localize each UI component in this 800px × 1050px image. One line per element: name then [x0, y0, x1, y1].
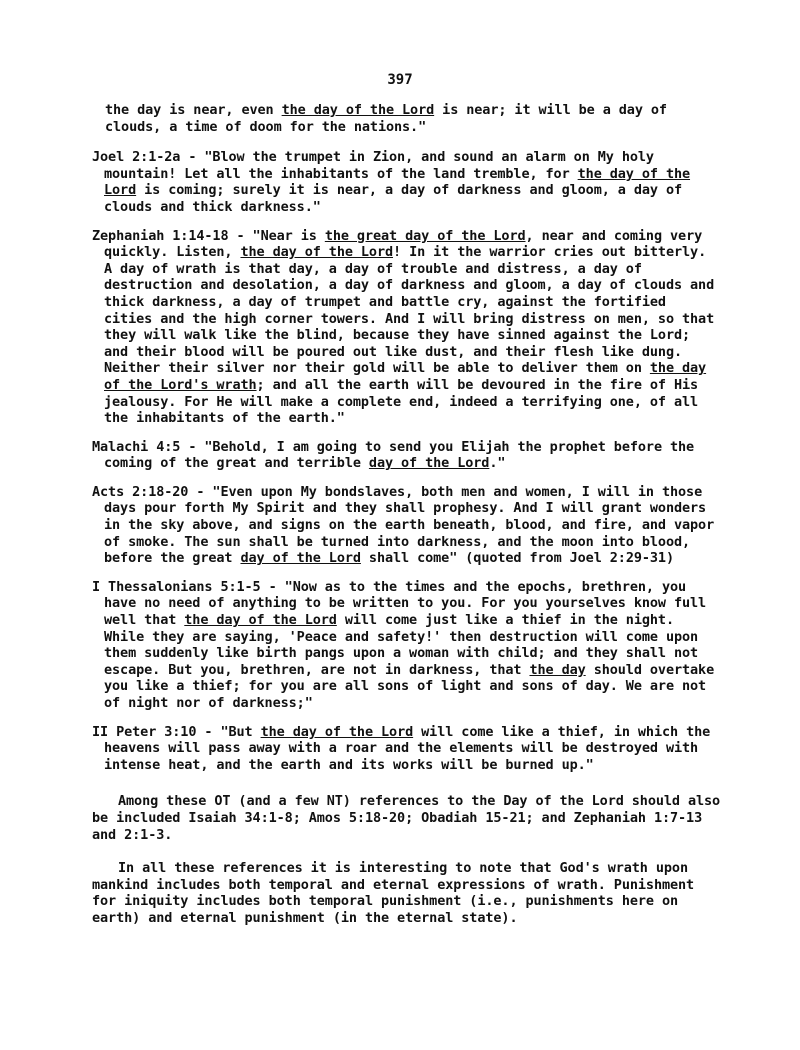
underlined-phrase: the great day of the Lord	[324, 227, 526, 244]
text-segment: is near; it will be a day of clouds, a time of doom for the nations."	[105, 102, 667, 135]
text-segment: ! In it the warrior cries out bitterly. A day of wrath is that day, a day of trouble and distress, a day of destruction and desolation, a day of darkness and gloom, a day of clouds and thick darkness, a day of trumpet and battle cry, against the fortified cities and the high corner towers. And I will bring distress on men, so that they will walk like the blind, because they have sinned against the Lord; and their blood will be poured out like dust, and their flesh like dung. Neither their silver nor their gold will be able to deliver them on	[104, 244, 715, 377]
body-paragraph	[92, 860, 722, 926]
scripture-entry	[92, 724, 722, 774]
underlined-phrase: the day of the Lord	[240, 244, 394, 261]
text-segment: is coming; surely it is near, a day of darkness and gloom, a day of clouds and thick darkness."	[104, 182, 683, 215]
scripture-entry	[92, 484, 722, 567]
text-segment: In all these references it is interesting to note that God's wrath upon mankind includes both temporal and eternal expressions of wrath. Punishment for iniquity includes both temporal punishment (i.e., punishments here on earth) and eternal punishment (in the eternal state).	[92, 860, 695, 926]
text-segment: should overtake you like a thief; for you are all sons of light and sons of day. We are not of night nor of darkness;"	[104, 661, 715, 711]
text-segment: ."	[489, 455, 506, 472]
text-segment: Acts 2:18-20 - "Even upon My bondslaves, both men and women, I will in those days pour forth My Spirit and they shall prophesy. And I will grant wonders in the sky above, and signs on the earth beneath, blood, and fire, and vapor of smoke. The sun shall be turned into darkness, and the moon into blood, before the great	[92, 483, 715, 567]
underlined-phrase: day of the Lord	[368, 455, 490, 472]
page-number: 397	[387, 72, 413, 88]
text-segment: I Thessalonians 5:1-5 - "Now as to the times and the epochs, brethren, you have no need of anything to be written to you. For you yourselves know full well that	[92, 578, 707, 629]
text-segment: Joel 2:1-2a - "Blow the trumpet in Zion, and sound an alarm on My holy mountain! Let all the inhabitants of the land tremble, for	[92, 149, 654, 182]
body-paragraph	[92, 793, 722, 843]
underlined-phrase: the day of the Lord's wrath	[104, 360, 707, 393]
text-segment: ; and all the earth will be devoured in the fire of His jealousy. For He will make a complete end, indeed a terrifying one, of all the inhabitants of the earth."	[104, 376, 699, 427]
text-segment: will come like a thief, in which the heavens will pass away with a roar and the elements will be destroyed with intense heat, and the earth and its works will be burned up."	[104, 723, 711, 773]
scripture-entry	[92, 149, 722, 215]
text-segment: , near and coming very quickly. Listen,	[104, 227, 703, 261]
scripture-entry	[92, 579, 722, 712]
scripture-entry	[92, 439, 722, 472]
scripture-entry	[92, 228, 722, 427]
underlined-phrase: the day of the Lord	[260, 723, 414, 740]
text-segment: Malachi 4:5 - "Behold, I am going to send you Elijah the prophet before the coming of the great and terrible	[92, 438, 695, 472]
text-segment: II Peter 3:10 - "But	[92, 723, 261, 740]
continued-quote	[92, 102, 722, 135]
page-body	[92, 102, 722, 927]
text-segment: the day is near, even	[105, 102, 282, 118]
underlined-phrase: the day of the Lord	[184, 612, 337, 629]
underlined-phrase: the day of the Lord	[281, 102, 435, 118]
text-segment: Zephaniah 1:14-18 - "Near is	[92, 227, 325, 244]
underlined-phrase: the day of the Lord	[104, 165, 691, 199]
text-segment: will come just like a thief in the night. While they are saying, 'Peace and safety!' then destruction will come upon them suddenly like birth pangs upon a woman with child; and they shall not escape. But you, brethren, are not in darkness, that	[104, 612, 699, 678]
text-segment: Among these OT (and a few NT) references to the Day of the Lord should also be included Isaiah 34:1-8; Amos 5:18-20; Obadiah 15-21; and Zephaniah 1:7-13 and 2:1-3.	[92, 793, 721, 843]
underlined-phrase: day of the Lord	[240, 550, 361, 567]
underlined-phrase: the day	[529, 661, 586, 678]
text-segment: shall come" (quoted from Joel 2:29-31)	[360, 550, 674, 567]
